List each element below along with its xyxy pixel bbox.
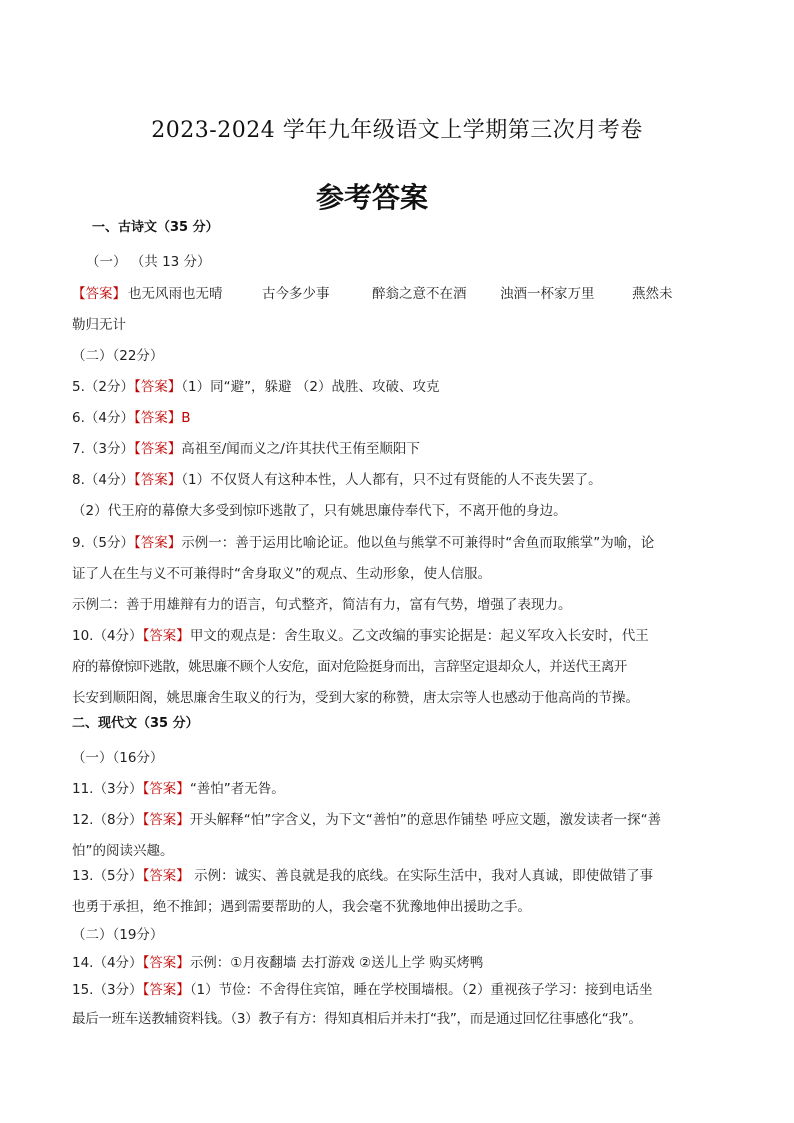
question-prefix: 7.（3分） — [72, 441, 134, 457]
answer-item: 也无风雨也无晴 — [128, 286, 223, 302]
answer-tag: 【答案】 — [142, 781, 190, 797]
answer-text-line: 示例二：善于用雄辩有力的语言，句式整齐，简洁有力，富有气势，增强了表现力。 — [72, 597, 572, 613]
answer-tag: 【答案】 — [142, 628, 190, 644]
question-13 — [72, 864, 653, 884]
answer-text-line: 长安到顺阳阁，姚思廉舍生取义的行为，受到大家的称赞，唐太宗等人也感动于他高尚的节操。 — [72, 690, 639, 706]
part-label: （一）（16分） — [72, 750, 164, 766]
question-prefix: 14.（4分） — [72, 955, 143, 971]
answer-tag: 【答案】 — [133, 379, 182, 395]
answer-line — [72, 282, 126, 302]
answer-tag: 【答案】 — [142, 955, 190, 971]
question-6 — [72, 406, 191, 426]
question-9 — [72, 531, 654, 551]
answer-item: 燕然未 — [632, 286, 673, 302]
question-15 — [72, 978, 653, 998]
answer-text: B — [181, 410, 191, 426]
answer-text-line: （2）代王府的幕僚大多受到惊吓逃散了，只有姚思廉侍奉代下，不离开他的身边。 — [72, 503, 567, 519]
answer-tag: 【答案】 — [142, 868, 190, 884]
answer-text: 示例一：善于运用比喻论证。他以鱼与熊掌不可兼得时“舍鱼而取熊掌”为喻，论 — [181, 535, 655, 551]
question-prefix: 8.（4分） — [72, 472, 134, 488]
answer-tag: 【答案】 — [133, 410, 182, 426]
answer-text: 示例：①月夜翻墙 去打游戏 ②送儿上学 购买烤鸭 — [189, 955, 484, 971]
question-prefix: 15.（3分） — [72, 982, 143, 998]
section-heading: 一、古诗文（35 分） — [92, 220, 219, 235]
question-prefix: 6.（4分） — [72, 410, 134, 426]
answer-tag: 【答案】 — [133, 535, 182, 551]
answer-text: 甲文的观点是：舍生取义。乙文改编的事实论据是：起义军攻入长安时，代王 — [189, 628, 649, 644]
answer-text-line: 府的幕僚惊吓逃散，姚思廉不顾个人安危，面对危险挺身而出，言辞坚定退却众人，并送代王离开 — [72, 659, 627, 675]
answer-text: （1）节俭：不舍得住宾馆，睡在学校围墙根。（2）重视孩子学习：接到电话坐 — [189, 982, 653, 998]
answer-text: 高祖至/闻而义之/许其扶代王侑至顺阳下 — [181, 441, 420, 457]
question-prefix: 5.（2分） — [72, 379, 134, 395]
answer-text: （1）不仅贤人有这种本性，人人都有，只不过有贤能的人不丧失罢了。 — [181, 472, 602, 488]
question-14 — [72, 951, 483, 971]
question-10 — [72, 624, 649, 644]
answer-text: 开头解释“怕”字含义，为下文“善怕”的意思作铺垫 呼应文题，激发读者一探“善 — [189, 812, 662, 828]
part-label: （二）（19分） — [72, 927, 164, 943]
answer-text-line: 也勇于承担，绝不推卸；遇到需要帮助的人，我会毫不犹豫地伸出援助之手。 — [72, 899, 531, 915]
page-title: 2023-2024 学年九年级语文上学期第三次月考卷 — [151, 118, 643, 143]
answer-tag: 【答案】 — [72, 286, 126, 302]
section-heading: 二、现代文（35 分） — [72, 716, 199, 731]
answer-text-line: 证了人在生与义不可兼得时“舍身取义”的观点、生动形象，使人信服。 — [72, 566, 491, 582]
question-7 — [72, 437, 420, 457]
question-5 — [72, 375, 439, 395]
answer-item: 醉翁之意不在酒 — [372, 286, 467, 302]
part-label: （二）（22分） — [72, 348, 164, 364]
question-12 — [72, 808, 661, 828]
page-subtitle: 参考答案 — [315, 181, 428, 214]
answer-item: 古今多少事 — [262, 286, 330, 302]
question-11 — [72, 777, 285, 797]
answer-tag: 【答案】 — [133, 472, 182, 488]
question-prefix: 13.（5分） — [72, 868, 143, 884]
answer-text-line: 最后一班车送教辅资料钱。（3）教子有方：得知真相后并未打“我”，而是通过回忆往事感化“我”。 — [72, 1011, 642, 1027]
answer-text: 示例：诚实、善良就是我的底线。在实际生活中，我对人真诚，即使做错了事 — [189, 868, 654, 884]
answer-text-line: 怕”的阅读兴趣。 — [72, 843, 174, 859]
answer-tag: 【答案】 — [133, 441, 182, 457]
question-prefix: 10.（4分） — [72, 628, 143, 644]
question-prefix: 12.（8分） — [72, 812, 143, 828]
question-8 — [72, 468, 602, 488]
answer-text: “善怕”者无咎。 — [189, 781, 285, 797]
question-prefix: 9.（5分） — [72, 535, 134, 551]
answer-tag: 【答案】 — [142, 812, 190, 828]
answer-tag: 【答案】 — [142, 982, 190, 998]
answer-item: 浊酒一杯家万里 — [500, 286, 595, 302]
part-label: （一） （共 13 分） — [86, 254, 211, 270]
answer-text: （1）同“避”，躲避 （2）战胜、攻破、攻克 — [181, 379, 440, 395]
question-prefix: 11.（3分） — [72, 781, 143, 797]
answer-continuation: 勒归无计 — [72, 317, 126, 333]
